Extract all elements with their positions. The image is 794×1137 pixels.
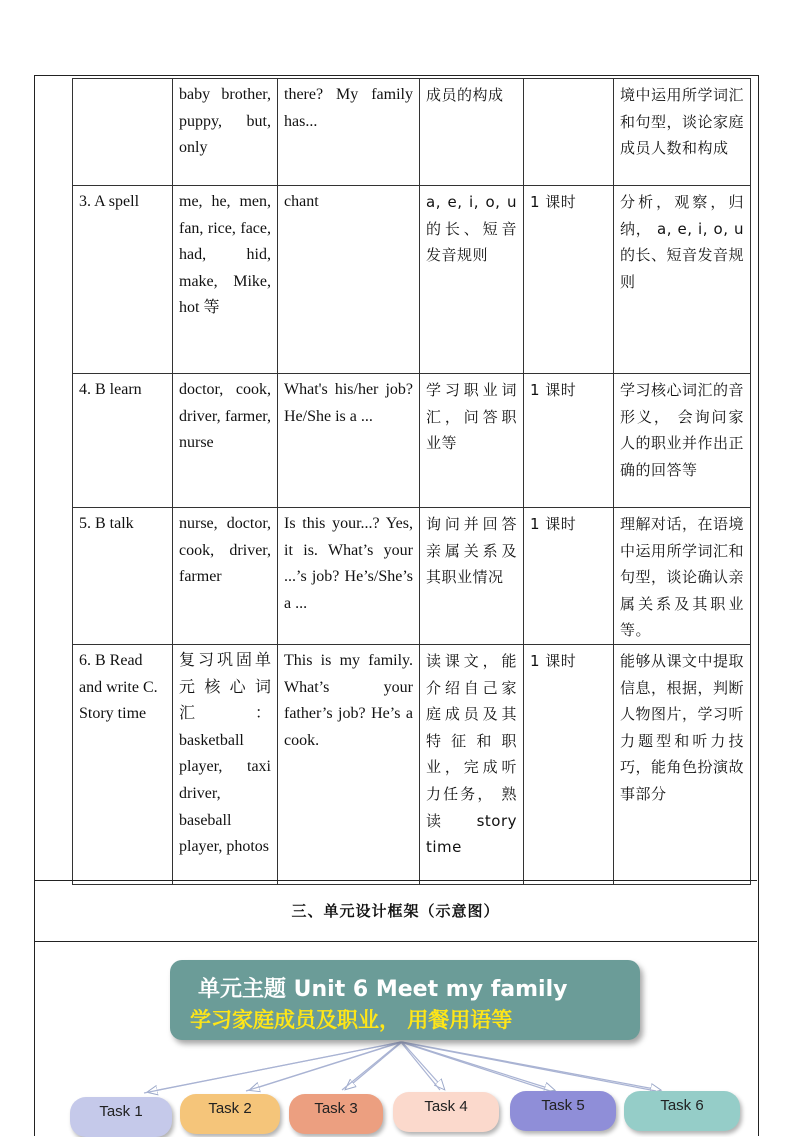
task-label: Task 3: [314, 1100, 358, 1117]
description-cell: 学习核心词汇的音形义， 会询问家人的职业并作出正确的回答等: [614, 374, 751, 508]
task-label: Task 1: [99, 1103, 143, 1120]
lesson-cell: 3. A spell: [73, 186, 173, 374]
lesson-cell: 5. B talk: [73, 508, 173, 645]
vocab-cell: 复习巩固单元核心词汇： basketball player, taxi driver, baseball player, photos: [173, 644, 278, 884]
arrow-to-task-3: [346, 1042, 402, 1089]
arrow-to-task-3: [342, 1042, 401, 1090]
period-cell: 1 课时: [524, 186, 614, 374]
description-cell: 理解对话，在语境中运用所学词汇和句型，谈论确认亲属关系及其职业等。: [614, 508, 751, 645]
goal-cell: 学习职业词汇，问答职业等: [420, 374, 524, 508]
period-cell: 1 课时: [524, 374, 614, 508]
goal-cell: a, e, i, o, u 的长、短音发音规则: [420, 186, 524, 374]
vocab-cell: baby brother, puppy, but, only: [173, 79, 278, 186]
sentence-cell: Is this your...? Yes, it is. What’s your ...’s job? He’s/She’s a ...: [278, 508, 420, 645]
task-label: Task 5: [541, 1097, 585, 1114]
description-cell: 能够从课文中提取信息，根据，判断人物图片，学习听力题型和听力技巧，能角色扮演故事部分: [614, 644, 751, 884]
unit-theme-subtitle: 学习家庭成员及职业， 用餐用语等: [190, 1008, 513, 1032]
vocab-cell: me, he, men, fan, rice, face, had, hid, make, Mike, hot 等: [173, 186, 278, 374]
goal-cell: 询问并回答亲属关系及其职业情况: [420, 508, 524, 645]
task-label: Task 4: [424, 1098, 468, 1115]
section-heading: 三、单元设计框架（示意图）: [291, 902, 500, 920]
unit-theme-box: [170, 960, 640, 1040]
period-cell: 1 课时: [524, 508, 614, 645]
period-cell: 1 课时: [524, 644, 614, 884]
lesson-cell: 4. B learn: [73, 374, 173, 508]
description-cell: 境中运用所学词汇和句型，谈论家庭成员人数和构成: [614, 79, 751, 186]
arrow-to-task-2: [246, 1042, 401, 1091]
task-box-3: [289, 1094, 383, 1134]
task-box-1: [70, 1097, 172, 1137]
sentence-cell: This is my family. What’s your father’s job? He’s a cook.: [278, 644, 420, 884]
unit-theme-title: 单元主题 Unit 6 Meet my family: [198, 977, 568, 1002]
description-cell: 分析，观察，归纳， a, e, i, o, u 的长、短音发音规则: [614, 186, 751, 374]
sentence-cell: What's his/her job? He/She is a ...: [278, 374, 420, 508]
task-box-5: [510, 1091, 616, 1131]
task-box-2: [180, 1094, 280, 1134]
task-label: Task 6: [660, 1097, 704, 1114]
goal-cell: 读课文，能介绍自己家庭成员及其特征和职业，完成听力任务， 熟读 story time: [420, 644, 524, 884]
task-box-4: [393, 1092, 499, 1132]
sentence-cell: there? My family has...: [278, 79, 420, 186]
sentence-cell: chant: [278, 186, 420, 374]
goal-cell: 成员的构成: [420, 79, 524, 186]
arrow-to-task-1: [144, 1042, 401, 1093]
arrow-to-task-4: [401, 1042, 440, 1090]
task-label: Task 2: [208, 1100, 252, 1117]
task-box-6: [624, 1091, 740, 1131]
vocab-cell: nurse, doctor, cook, driver, farmer: [173, 508, 278, 645]
vocab-cell: doctor, cook, driver, farmer, nurse: [173, 374, 278, 508]
lesson-cell: 6. B Read and write C. Story time: [73, 644, 173, 884]
